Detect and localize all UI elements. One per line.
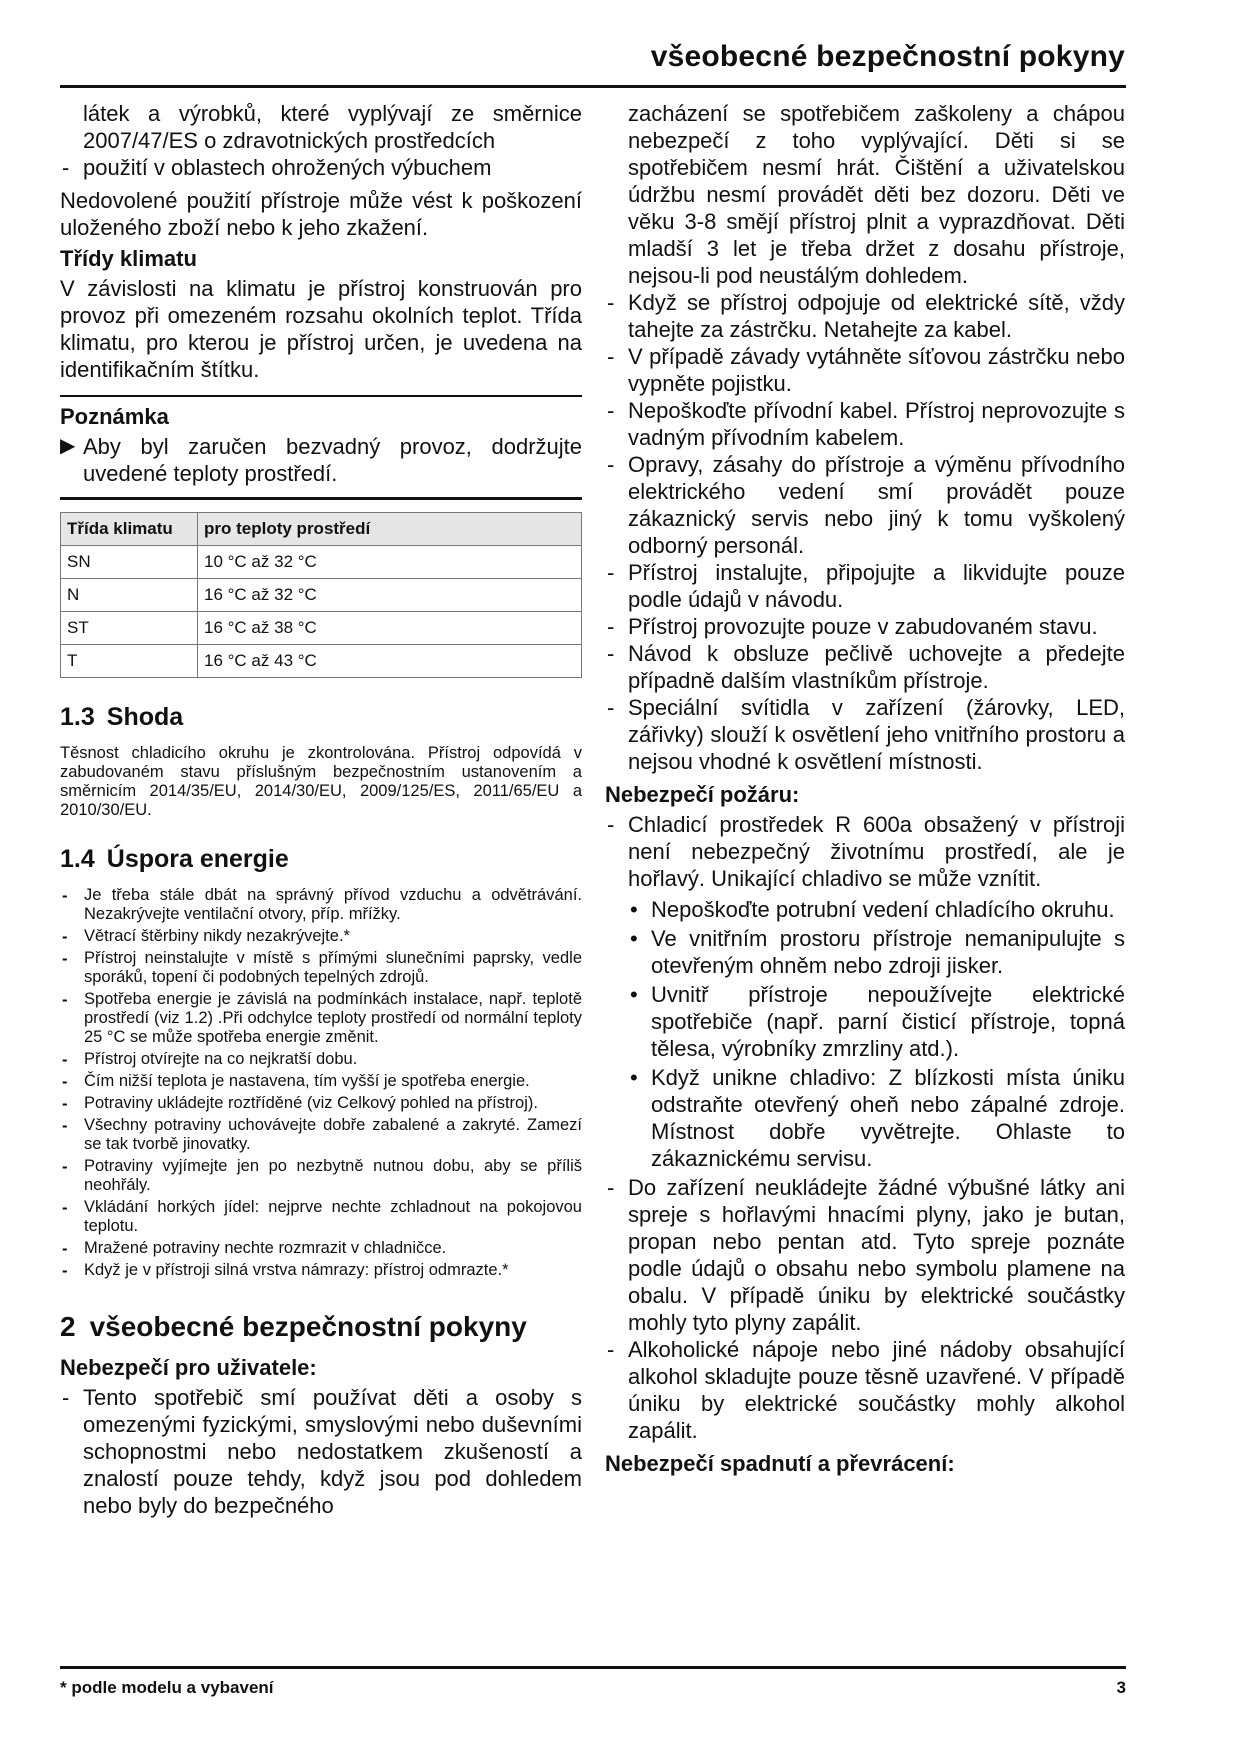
dash-icon: - xyxy=(62,887,68,905)
dash-icon: - xyxy=(607,812,615,837)
table-cell: 10 °C až 32 °C xyxy=(198,546,582,579)
list-item: - Vkládání horkých jídel: nejprve nechte zchladnout na pokojovou teplotu. xyxy=(62,1198,582,1235)
list-item: - Potraviny ukládejte roztříděné (viz Celkový pohled na přístroj). xyxy=(62,1094,538,1113)
dash-icon: - xyxy=(62,155,70,180)
list-item: - Spotřeba energie je závislá na podmínkách instalace, např. teplotě prostředí (viz 1.2) .Při odchylce teploty prostředí od normální teploty 25 °C se může spotřeba energie změnit. xyxy=(62,990,582,1046)
list-item: - Alkoholické nápoje nebo jiné nádoby obsahující alkohol skladujte pouze těsně uzavřené. V případě úniku by elektrické součástky mohly alkohol zapálit. xyxy=(607,1337,1125,1443)
bullet-icon: • xyxy=(630,982,638,1007)
misuse-paragraph: Nedovolené použití přístroje může vést k poškození uloženého zboží nebo k jeho zkažení. xyxy=(60,188,582,240)
dash-icon: - xyxy=(607,290,615,315)
list-item: - Návod k obsluze pečlivě uchovejte a předejte případně dalším vlastníkům přístroje. xyxy=(607,641,1125,693)
chapter-heading: 2 všeobecné bezpečnostní pokyny xyxy=(60,1311,527,1342)
footer-rule xyxy=(60,1666,1126,1669)
note-rule-bottom xyxy=(60,497,582,500)
list-item: - použití v oblastech ohrožených výbuchem xyxy=(62,155,492,180)
list-item: - Potraviny vyjímejte jen po nezbytně nutnou dobu, aby se příliš neohřály. xyxy=(62,1157,582,1194)
page-header-title: všeobecné bezpečnostní pokyny xyxy=(650,40,1125,73)
dash-icon: - xyxy=(62,1262,68,1280)
table-header-row xyxy=(61,513,582,546)
table-cell: SN xyxy=(61,546,198,579)
dash-icon: - xyxy=(62,1117,68,1135)
table-header-cell: pro teploty prostředí xyxy=(198,513,582,546)
table-row xyxy=(61,645,582,678)
table-cell: 16 °C až 38 °C xyxy=(198,612,582,645)
intro-continuation: látek a výrobků, které vyplývají ze směrnice 2007/47/ES o zdravotnických prostředcích xyxy=(83,101,582,153)
dash-icon: - xyxy=(62,1073,68,1091)
list-item: - Speciální svítidla v zařízení (žárovky, LED, zářivky) slouží k osvětlení jeho vnitřního prostoru a nejsou vhodné k osvětlení místnosti. xyxy=(607,695,1125,774)
fire-danger-heading: Nebezpečí požáru: xyxy=(605,782,800,807)
user-danger-continuation: zacházení se spotřebičem zaškoleny a chápou nebezpečí z toho vyplývající. Děti si se spotřebičem nesmí hrát. Čištění a uživatelskou údržbu nesmí provádět děti bez dozoru. Děti ve věku 3-8 smějí přístroj plnit a vyprazdňovat. Děti mladší 3 let je třeba držet z dosahu přístroje, nejsou-li pod neustálým dohledem. xyxy=(628,101,1125,288)
list-item: - Větrací štěrbiny nikdy nezakrývejte.* xyxy=(62,927,350,946)
footer-note: * podle modelu a vybavení xyxy=(60,1678,274,1697)
left-column xyxy=(60,100,582,1519)
climate-paragraph: V závislosti na klimatu je přístroj konstruován pro provoz při omezeném rozsahu okolních teplot. Třída klimatu, pro kterou je přístroj určen, je uvedena na identifikačním štítku. xyxy=(60,276,582,382)
dash-icon: - xyxy=(62,991,68,1009)
list-item: - Do zařízení neukládejte žádné výbušné látky ani spreje s hořlavými hnacími plyny, jako je butan, propan nebo pentan atd. Tyto spreje poznáte podle údajů o obsahu nebo symbolu plamene na obalu. V případě úniku by elektrické součástky mohly tyto plyny zapálit. xyxy=(607,1175,1125,1335)
dash-icon: - xyxy=(607,452,615,477)
dash-icon: - xyxy=(62,1095,68,1113)
list-item: - Přístroj provozujte pouze v zabudovaném stavu. xyxy=(607,614,1098,639)
table-row xyxy=(61,612,582,645)
dash-icon: - xyxy=(62,1240,68,1258)
list-item: - Tento spotřebič smí používat děti a osoby s omezenými fyzickými, smyslovými nebo duševními schopnostmi nebo nedostatkem zkušeností a znalostí pouze tehdy, když jsou pod dohledem nebo byly do bezpečného xyxy=(62,1385,582,1518)
user-danger-list xyxy=(60,1384,582,1519)
dash-icon: - xyxy=(607,560,615,585)
user-danger-heading: Nebezpečí pro uživatele: xyxy=(60,1355,317,1380)
fire-bullet-list xyxy=(605,896,1125,1172)
table-cell: T xyxy=(61,645,198,678)
list-item: - Přístroj instalujte, připojujte a likvidujte pouze podle údajů v návodu. xyxy=(607,560,1125,612)
table-header-cell: Třída klimatu xyxy=(61,513,198,546)
dash-icon: - xyxy=(607,695,615,720)
list-item: • Ve vnitřním prostoru přístroje nemanipulujte s otevřeným ohněm nebo zdroji jisker. xyxy=(630,926,1125,978)
dash-icon: - xyxy=(607,344,615,369)
table-cell: 16 °C až 32 °C xyxy=(198,579,582,612)
table-row xyxy=(61,546,582,579)
dash-icon: - xyxy=(62,1199,68,1217)
list-item: - Když je v přístroji silná vrstva námrazy: přístroj odmrazte.* xyxy=(62,1261,509,1280)
bullet-icon: • xyxy=(630,1065,638,1090)
list-item: - Všechny potraviny uchovávejte dobře zabalené a zakryté. Zamezí se tak tvorbě jinovatky. xyxy=(62,1116,582,1153)
list-item: - Opravy, zásahy do přístroje a výměnu přívodního elektrického vedení smí provádět pouze zákaznický servis nebo jiný k tomu vyškolený odborný personál. xyxy=(607,452,1125,558)
fall-danger-heading: Nebezpečí spadnutí a převrácení: xyxy=(605,1451,955,1476)
list-item: • Když unikne chladivo: Z blízkosti místa úniku odstraňte otevřený oheň nebo zápalné zdroje. Místnost dobře vyvětrejte. Ohlaste to zákaznickému servisu. xyxy=(630,1065,1125,1171)
dash-icon: - xyxy=(607,1175,615,1200)
list-item: • Uvnitř přístroje nepoužívejte elektrické spotřebiče (např. parní čisticí přístroje, topná tělesa, výrobníky zmrzliny atd.). xyxy=(630,982,1125,1061)
energy-list xyxy=(60,886,582,1280)
note-rule-top xyxy=(60,395,582,397)
note-item: ▶ Aby byl zaručen bezvadný provoz, dodržujte uvedené teploty prostředí. xyxy=(60,434,582,486)
table-cell: N xyxy=(61,579,198,612)
list-item: - Chladicí prostředek R 600a obsažený v přístroji není nebezpečný životnímu prostředí, ale je hořlavý. Unikající chladivo se může vznítit. xyxy=(607,812,1125,891)
dash-icon: - xyxy=(62,1158,68,1176)
dash-icon: - xyxy=(607,641,615,666)
conformity-paragraph: Těsnost chladicího okruhu je zkontrolována. Přístroj odpovídá v zabudovaném stavu příslušným bezpečnostním ustanovením a směrnicím 2014/35/EU, 2014/30/EU, 2009/125/ES, 2011/65/EU a 2010/30/EU. xyxy=(60,744,582,819)
fire-danger-list xyxy=(605,811,1125,892)
dash-icon: - xyxy=(62,928,68,946)
arrow-right-icon: ▶ xyxy=(60,435,76,457)
section-heading-shoda: 1.3 Shoda xyxy=(60,703,184,731)
list-item: - Čím nižší teplota je nastavena, tím vyšší je spotřeba energie. xyxy=(62,1072,530,1091)
dash-icon: - xyxy=(62,1051,68,1069)
dash-icon: - xyxy=(62,1385,70,1410)
table-cell: ST xyxy=(61,612,198,645)
list-item: • Nepoškoďte potrubní vedení chladícího okruhu. xyxy=(630,897,1115,922)
table-cell: 16 °C až 43 °C xyxy=(198,645,582,678)
list-item: - Je třeba stále dbát na správný přívod vzduchu a odvětrávání. Nezakrývejte ventilační otvory, příp. mřížky. xyxy=(62,886,582,923)
list-item: - Když se přístroj odpojuje od elektrické sítě, vždy tahejte za zástrčku. Netahejte za kabel. xyxy=(607,290,1125,342)
right-column xyxy=(605,100,1125,1480)
climate-heading: Třídy klimatu xyxy=(60,246,197,271)
list-item: - Přístroj neinstalujte v místě s přímými slunečními paprsky, vedle sporáků, topení či podobných tepelných zdrojů. xyxy=(62,949,582,986)
user-danger-list-continued xyxy=(605,289,1125,775)
list-item: - Nepoškoďte přívodní kabel. Přístroj neprovozujte s vadným přívodním kabelem. xyxy=(607,398,1125,450)
header-rule xyxy=(60,85,1126,88)
list-item: - Mražené potraviny nechte rozmrazit v chladničce. xyxy=(62,1239,447,1258)
bullet-icon: • xyxy=(630,926,638,951)
section-heading-energy: 1.4 Úspora energie xyxy=(60,845,289,873)
dash-icon: - xyxy=(607,398,615,423)
page-number: 3 xyxy=(1116,1678,1126,1697)
bullet-icon: • xyxy=(630,897,638,922)
dash-icon: - xyxy=(607,614,615,639)
intro-list xyxy=(60,154,582,181)
table-row xyxy=(61,579,582,612)
climate-table xyxy=(60,512,582,678)
note-heading: Poznámka xyxy=(60,404,169,429)
dash-icon: - xyxy=(62,950,68,968)
list-item: - Přístroj otvírejte na co nejkratší dobu. xyxy=(62,1050,358,1069)
list-item: - V případě závady vytáhněte síťovou zástrčku nebo vypněte pojistku. xyxy=(607,344,1125,396)
dash-icon: - xyxy=(607,1337,615,1362)
fire-danger-list-continued xyxy=(605,1174,1125,1444)
